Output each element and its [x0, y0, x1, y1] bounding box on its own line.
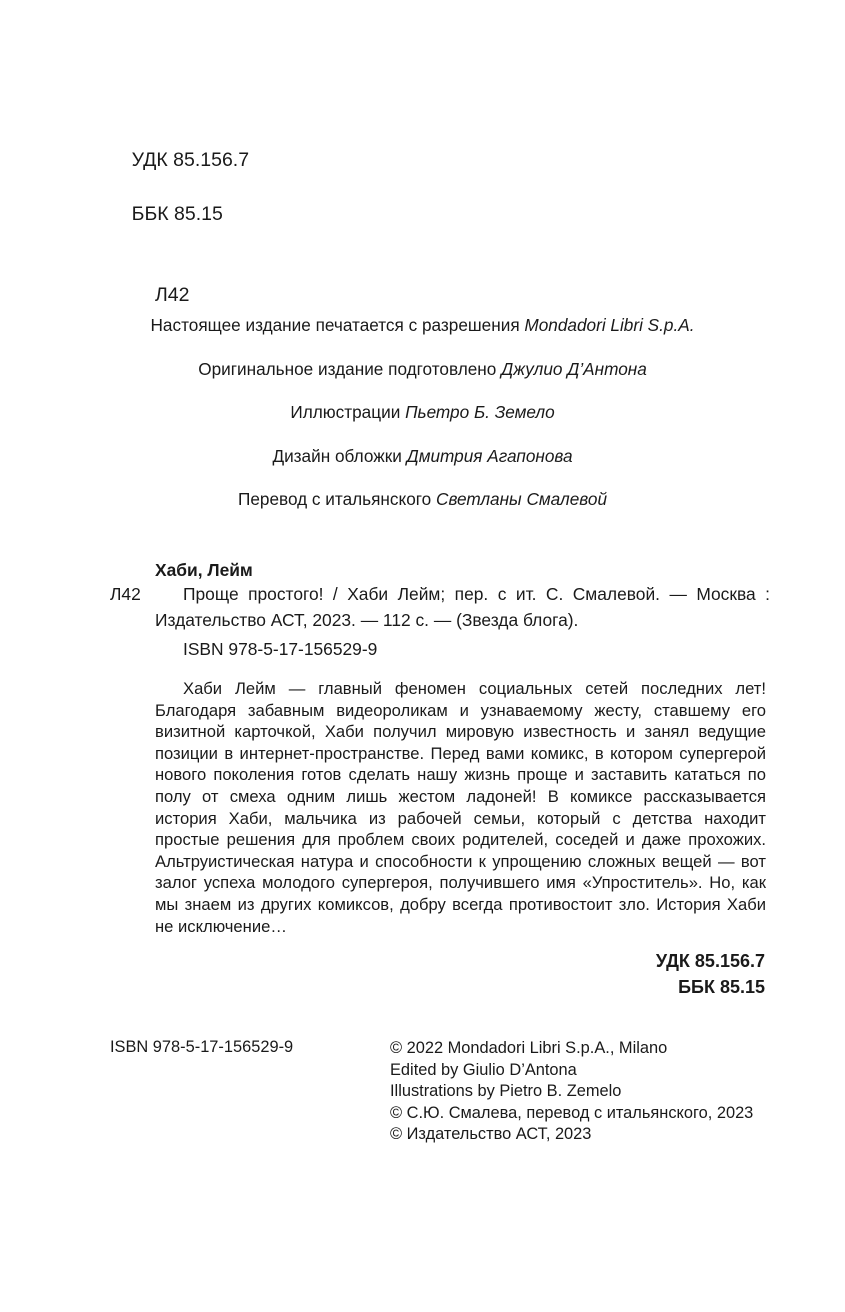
- bibliographic-record: [110, 558, 770, 665]
- credit-original-edition: [0, 359, 845, 380]
- classification-codes-bottom: [656, 948, 765, 1000]
- credit-cover-design: [0, 446, 845, 467]
- credit-translation-value: Светланы Смалевой: [436, 489, 607, 509]
- bbk-code-top: ББК 85.15: [131, 203, 223, 225]
- colophon-isbn: ISBN 978-5-17-156529-9: [110, 1038, 294, 1056]
- bbk-code-bottom: ББК 85.15: [678, 977, 765, 997]
- annotation-paragraph: Хаби Лейм — главный феномен социальных сетей последних лет! Благодаря забавным видеороликам и узнаваемому жесту, ставшему его визитной карточкой, Хаби получил мировую известность и занял ведущие позиции в интернет-пространстве. Перед вами комикс, в котором супергерой нового поколения готов сделать нашу жизнь проще и заставить кататься по полу от смеха одним лишь жестом ладоней! В комиксе рассказывается история Хаби, мальчика из рабочей семьи, который с детства находит простые решения для проблем своих родителей, соседей и даже прохожих. Альтруистическая натура и способности к упрощению сложных вещей — вот залог успеха молодого супергероя, получившего имя «Упроститель». Но, как мы знаем из других комиксов, добру всегда противостоит зло. История Хаби не исключение…: [155, 679, 766, 936]
- credit-permission: [0, 315, 845, 336]
- rights-line: © С.Ю. Смалева, перевод с итальянского, 2023: [390, 1103, 754, 1122]
- rights-line: Edited by Giulio D’Antona: [390, 1060, 577, 1079]
- credit-illustrations: [0, 402, 845, 423]
- udk-code-top: УДК 85.156.7: [131, 149, 250, 171]
- credit-cover-label: Дизайн обложки: [272, 445, 407, 466]
- credit-permission-value: Mondadori Libri S.p.A.: [524, 315, 695, 335]
- rights-line: Illustrations by Pietro B. Zemelo: [390, 1082, 622, 1101]
- colophon-rights-block: [390, 1038, 753, 1146]
- credit-illustrations-label: Иллюстрации: [290, 402, 406, 422]
- record-description: Проще простого! / Хаби Лейм; пер. с ит. С. Смалевой. — Москва : Издательство АСТ, 2023. — 112 с. — (Звезда блога).: [155, 584, 770, 630]
- record-isbn: ISBN 978-5-17-156529-9: [183, 639, 378, 659]
- credit-original-label: Оригинальное издание подготовлено: [198, 358, 502, 379]
- udk-code-bottom: УДК 85.156.7: [655, 951, 765, 971]
- credit-permission-label: Настоящее издание печатается с разрешения: [150, 315, 525, 335]
- rights-line: © 2022 Mondadori Libri S.p.A., Milano: [390, 1039, 668, 1057]
- credits-block: [0, 315, 845, 510]
- credit-translation: [0, 489, 845, 510]
- credit-cover-value: Дмитрия Агапонова: [406, 445, 573, 466]
- credit-translation-label: Перевод с итальянского: [237, 489, 437, 509]
- credit-original-value: Джулио Д’Антона: [501, 358, 647, 379]
- record-description-block: [110, 582, 770, 633]
- record-author-heading: Хаби, Лейм: [155, 560, 253, 580]
- author-sign-code: Л42: [155, 284, 190, 306]
- record-prefix-code: Л42: [110, 584, 141, 604]
- credit-illustrations-value: Пьетро Б. Земело: [405, 402, 555, 422]
- rights-line: © Издательство АСТ, 2023: [390, 1125, 592, 1144]
